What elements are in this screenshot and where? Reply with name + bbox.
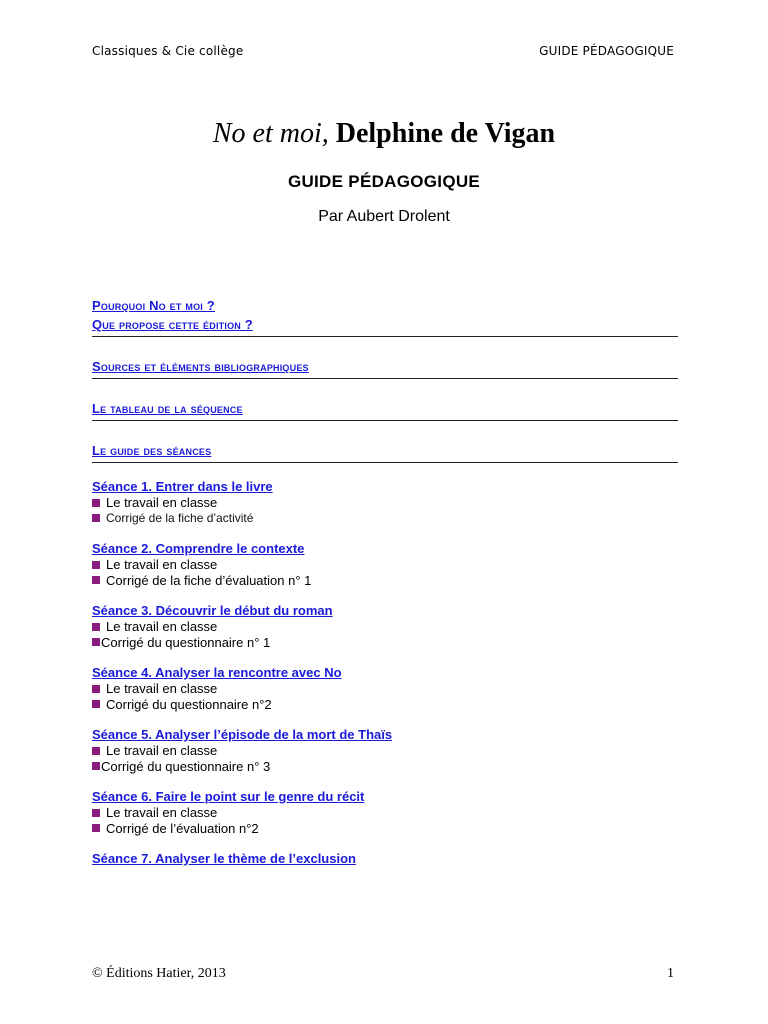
toc-section-intro <box>92 296 678 337</box>
session-1 <box>92 479 678 526</box>
square-bullet-icon <box>92 638 100 646</box>
header-guide-label: GUIDE PÉDAGOGIQUE <box>539 44 674 58</box>
list-item: Le travail en classe <box>92 743 678 759</box>
square-bullet-icon <box>92 824 100 832</box>
square-bullet-icon <box>92 561 100 569</box>
session-4-link[interactable]: Séance 4. Analyser la rencontre avec No <box>92 665 342 680</box>
list-item: Le travail en classe <box>92 619 678 635</box>
toc-link-edition[interactable]: Que propose cette édition ? <box>92 317 253 332</box>
book-title: No et moi, <box>212 118 329 149</box>
list-item: Corrigé de la fiche d’activité <box>92 511 678 527</box>
document-title <box>0 118 768 150</box>
title-block <box>0 118 768 226</box>
book-author-name: Delphine de Vigan <box>328 118 556 149</box>
list-item: Corrigé du questionnaire n° 3 <box>92 759 678 775</box>
toc-link-guide[interactable]: Le guide des séances <box>92 443 212 458</box>
square-bullet-icon <box>92 499 100 507</box>
list-item: Corrigé de l’évaluation n°2 <box>92 821 678 837</box>
session-2-link[interactable]: Séance 2. Comprendre le contexte <box>92 541 305 556</box>
session-6-link[interactable]: Séance 6. Faire le point sur le genre du récit <box>92 789 365 804</box>
session-list <box>92 479 678 867</box>
session-2 <box>92 541 678 588</box>
list-item: Le travail en classe <box>92 681 678 697</box>
square-bullet-icon <box>92 747 100 755</box>
session-4 <box>92 665 678 712</box>
list-item: Le travail en classe <box>92 805 678 821</box>
list-item: Corrigé du questionnaire n°2 <box>92 697 678 713</box>
table-of-contents <box>92 296 678 882</box>
square-bullet-icon <box>92 685 100 693</box>
session-7 <box>92 851 678 867</box>
toc-link-tableau[interactable]: Le tableau de la séquence <box>92 401 243 416</box>
session-3-link[interactable]: Séance 3. Découvrir le début du roman <box>92 603 333 618</box>
list-item: Corrigé du questionnaire n° 1 <box>92 635 678 651</box>
toc-link-pourquoi[interactable]: Pourquoi No et moi ? <box>92 298 215 313</box>
session-5-link[interactable]: Séance 5. Analyser l’épisode de la mort de Thaïs <box>92 727 393 742</box>
session-6 <box>92 789 678 836</box>
square-bullet-icon <box>92 700 100 708</box>
page-footer <box>92 966 674 982</box>
document-subtitle: GUIDE PÉDAGOGIQUE <box>287 172 481 191</box>
square-bullet-icon <box>92 514 100 522</box>
session-5 <box>92 727 678 774</box>
list-item: Le travail en classe <box>92 495 678 511</box>
session-1-link[interactable]: Séance 1. Entrer dans le livre <box>92 479 273 494</box>
running-header <box>92 44 674 58</box>
header-collection: Classiques & Cie collège <box>92 44 244 58</box>
square-bullet-icon <box>92 576 100 584</box>
square-bullet-icon <box>92 623 100 631</box>
square-bullet-icon <box>92 762 100 770</box>
copyright: © Éditions Hatier, 2013 <box>92 966 226 981</box>
square-bullet-icon <box>92 809 100 817</box>
list-item: Corrigé de la fiche d’évaluation n° 1 <box>92 573 678 589</box>
toc-section-guide <box>92 441 678 463</box>
guide-author: Par Aubert Drolent <box>318 208 450 225</box>
session-7-link[interactable]: Séance 7. Analyser le thème de l’exclusion <box>92 851 356 866</box>
session-3 <box>92 603 678 650</box>
page-number: 1 <box>667 966 674 981</box>
toc-section-tableau <box>92 399 678 421</box>
list-item: Le travail en classe <box>92 557 678 573</box>
toc-section-sources <box>92 357 678 379</box>
toc-link-sources[interactable]: Sources et éléments bibliographiques <box>92 359 309 374</box>
